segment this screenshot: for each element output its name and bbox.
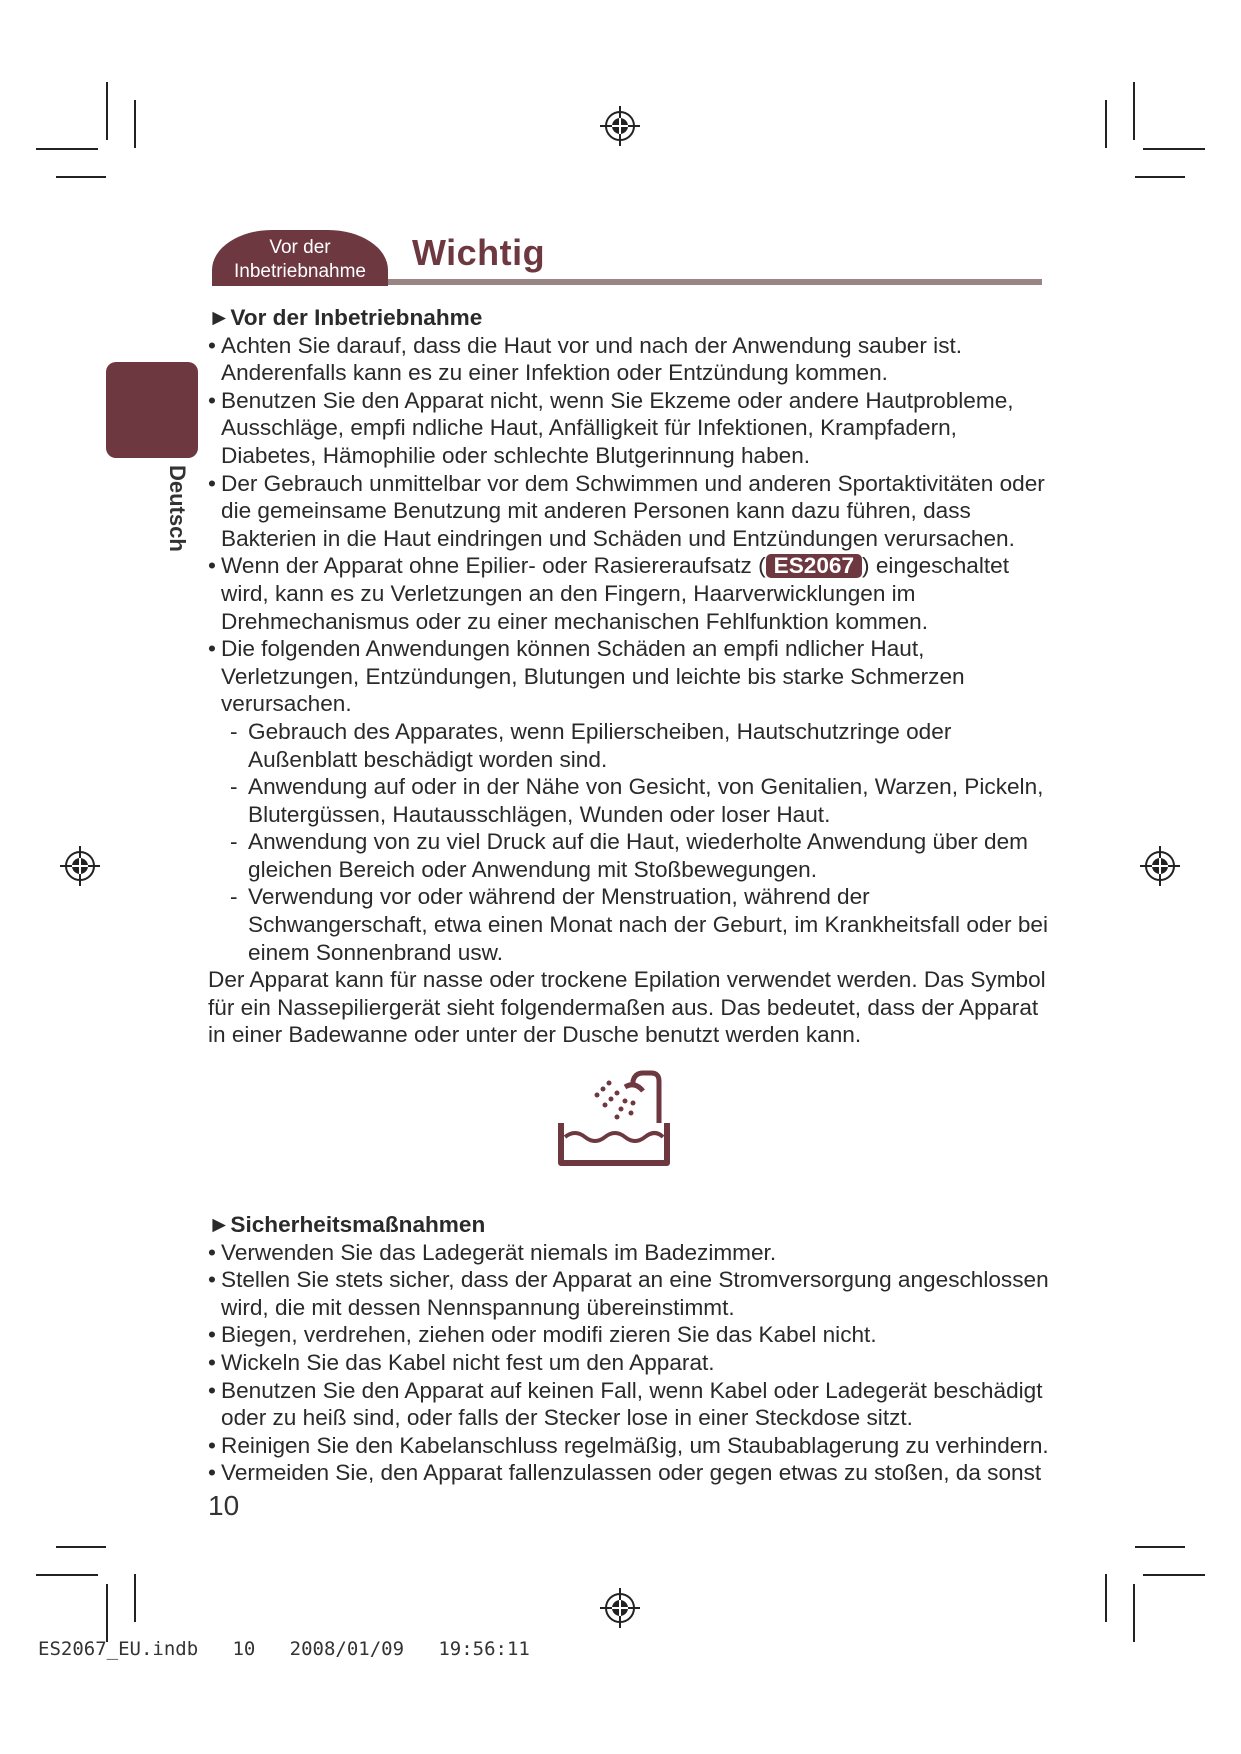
crop-mark-icon xyxy=(106,82,108,140)
wet-symbol-container xyxy=(208,1049,1053,1189)
list-item-text: Die folgenden Anwendungen können Schäden an empfi ndlicher Haut, Verletzungen, Entzündungen, Blutungen und leichte bis starke Schmerzen verursachen. xyxy=(221,636,965,717)
main-content xyxy=(208,304,1053,1487)
crop-mark-icon xyxy=(1133,82,1135,140)
crop-mark-icon xyxy=(1135,176,1185,178)
bullet-list xyxy=(208,332,1053,967)
section-tab-line2: Inbetriebnahme xyxy=(233,261,367,282)
sub-list-item: - Gebrauch des Apparates, wenn Epilierscheiben, Hautschutzringe oder Außenblatt beschädigt worden sind. xyxy=(228,718,1053,773)
list-item-text: ) eingeschaltet wird, kann es zu Verletzungen an den Fingern, Haarverwicklungen im Drehmechanismus oder zu einer mechanischen Fehlfunktion kommen. xyxy=(221,553,1009,634)
bullet-list xyxy=(208,1239,1053,1487)
section-tab xyxy=(212,230,388,286)
list-item: • Biegen, verdrehen, ziehen oder modifi zieren Sie das Kabel nicht. xyxy=(208,1321,1053,1349)
page-number: 10 xyxy=(208,1490,240,1521)
crop-mark-icon xyxy=(134,1574,136,1622)
triangle-icon: ► xyxy=(208,305,231,330)
language-label: Deutsch xyxy=(165,465,190,552)
sub-list-item: - Verwendung vor oder während der Menstruation, während der Schwangerschaft, etwa einen Monat nach der Geburt, im Krankheitsfall oder bei einem Sonnenbrand usw. xyxy=(228,883,1053,966)
list-item: • Stellen Sie stets sicher, dass der Apparat an eine Stromversorgung angeschlossen wird, die mit dessen Nennspannung übereinstimmt. xyxy=(208,1266,1053,1321)
list-item: • Der Gebrauch unmittelbar vor dem Schwimmen und anderen Sportaktivitäten oder die gemeinsame Benutzung mit anderen Personen kann dazu führen, dass Bakterien in die Haut eindringen und Schäden und Entzündungen verursachen. xyxy=(208,470,1053,553)
language-marker xyxy=(106,362,198,458)
list-item: • Verwenden Sie das Ladegerät niemals im Badezimmer. xyxy=(208,1239,1053,1267)
list-item xyxy=(208,635,1053,966)
list-item: • Wickeln Sie das Kabel nicht fest um den Apparat. xyxy=(208,1349,1053,1377)
crop-mark-icon xyxy=(36,148,98,150)
model-badge: ES2067 xyxy=(766,554,862,578)
crop-mark-icon xyxy=(56,176,106,178)
list-item xyxy=(208,552,1053,635)
section-heading-text: Vor der Inbetriebnahme xyxy=(230,305,483,330)
list-item-text: Wenn der Apparat ohne Epilier- oder Rasiereraufsatz ( xyxy=(221,553,766,579)
page-title: Wichtig xyxy=(412,232,546,273)
list-item: • Vermeiden Sie, den Apparat fallenzulassen oder gegen etwas zu stoßen, da sonst xyxy=(208,1459,1053,1487)
crop-mark-icon xyxy=(134,100,136,148)
registration-mark-icon xyxy=(600,1588,640,1628)
crop-mark-icon xyxy=(56,1546,106,1548)
section-heading-text: Sicherheitsmaßnahmen xyxy=(230,1212,486,1238)
triangle-icon: ► xyxy=(208,1212,231,1238)
crop-mark-icon xyxy=(1143,1574,1205,1576)
crop-mark-icon xyxy=(1143,148,1205,150)
sub-list xyxy=(208,718,1053,966)
crop-mark-icon xyxy=(36,1574,98,1576)
section-heading xyxy=(208,304,1053,332)
crop-mark-icon xyxy=(106,1584,108,1642)
sub-list-item: - Anwendung auf oder in der Nähe von Gesicht, von Genitalien, Warzen, Pickeln, Blutergüssen, Hautausschlägen, Wunden oder loser Haut. xyxy=(228,773,1053,828)
paragraph: Der Apparat kann für nasse oder trockene Epilation verwendet werden. Das Symbol für ein Nassepiliergerät sieht folgendermaßen aus. Das bedeutet, dass der Apparat in einer Badewanne oder unter der Dusche benutzt werden kann. xyxy=(208,967,1046,1048)
crop-mark-icon xyxy=(1105,100,1107,148)
registration-mark-icon xyxy=(600,106,640,146)
list-item: • Reinigen Sie den Kabelanschluss regelmäßig, um Staubablagerung zu verhindern. xyxy=(208,1432,1053,1460)
crop-mark-icon xyxy=(1133,1584,1135,1642)
crop-mark-icon xyxy=(1135,1546,1185,1548)
section-tab-line1: Vor der xyxy=(269,237,331,258)
wet-bath-shower-icon xyxy=(555,1069,675,1169)
list-item: • Benutzen Sie den Apparat auf keinen Fall, wenn Kabel oder Ladegerät beschädigt oder zu heiß sind, oder falls der Stecker lose in einer Steckdose sitzt. xyxy=(208,1377,1053,1432)
sub-list-item: - Anwendung von zu viel Druck auf die Haut, wiederholte Anwendung über dem gleichen Bereich oder Anwendung mit Stoßbewegungen. xyxy=(228,828,1053,883)
crop-mark-icon xyxy=(1105,1574,1107,1622)
section-heading xyxy=(208,1211,1053,1239)
registration-mark-icon xyxy=(1140,846,1180,886)
print-slug: ES2067_EU.indb 10 2008/01/09 19:56:11 xyxy=(38,1638,530,1660)
registration-mark-icon xyxy=(60,846,100,886)
list-item: • Benutzen Sie den Apparat nicht, wenn Sie Ekzeme oder andere Hautprobleme, Ausschläge, empfi ndliche Haut, Anfälligkeit für Infektionen, Krampfadern, Diabetes, Hämophilie oder schlechte Blutgerinnung haben. xyxy=(208,387,1053,470)
list-item: • Achten Sie darauf, dass die Haut vor und nach der Anwendung sauber ist. Anderenfalls kann es zu einer Infektion oder Entzündung kommen. xyxy=(208,332,1053,387)
